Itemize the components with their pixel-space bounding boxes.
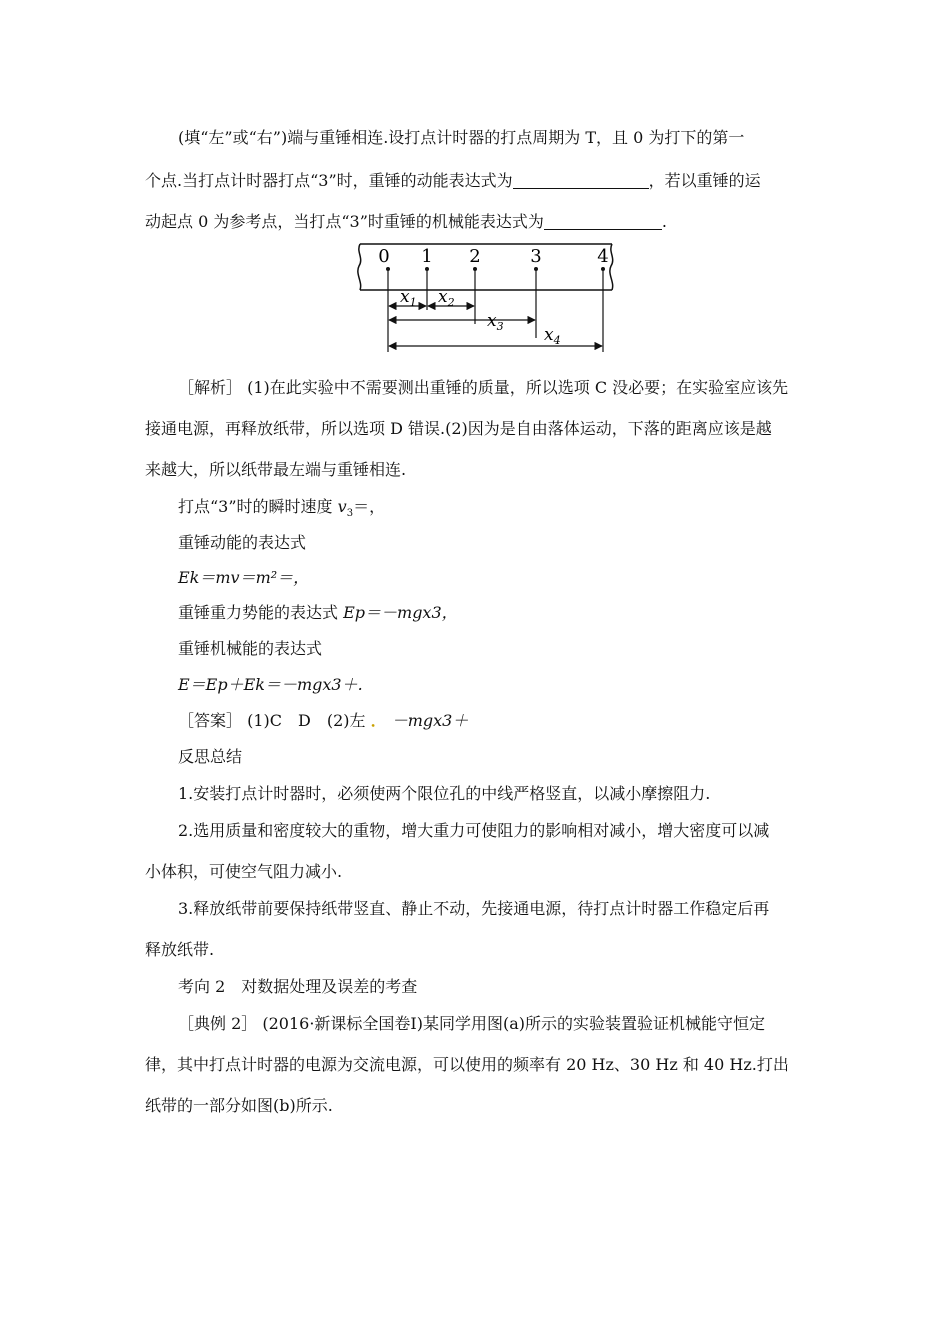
answer-blank-kinetic bbox=[513, 172, 649, 189]
reflection-item-3-line-2: 释放纸带. bbox=[145, 940, 215, 959]
analysis-line-2: 接通电源，再释放纸带，所以选项 D 错误.(2)因为是自由落体运动，下落的距离应该是越 bbox=[145, 419, 772, 438]
segment-label-x1: $x_1$ bbox=[400, 287, 417, 309]
tape-dot-4 bbox=[601, 267, 605, 271]
segment-label-x2: $x_2$ bbox=[438, 287, 455, 309]
formula-ek: Ek＝mv＝m²＝， bbox=[178, 568, 310, 587]
formula-v3-tail: ＝， bbox=[353, 497, 386, 516]
analysis-line-1: ［解析］ (1)在此实验中不需要测出重锤的质量，所以选项 C 没必要；在实验室应该先 bbox=[178, 378, 789, 397]
formula-v3-symbol: v bbox=[337, 497, 347, 516]
formula-ep bbox=[178, 602, 848, 624]
example-2-line-1: ［典例 2］ (2016·新课标全国卷Ⅰ)某同学用图(a)所示的实验装置验证机械能守恒定 bbox=[178, 1014, 765, 1033]
intro-line-1: (填“左”或“右”)端与重锤相连.设打点计时器的打点周期为 T，且 0 为打下的第一 bbox=[178, 128, 745, 147]
reflection-item-2-line-2: 小体积，可使空气阻力减小. bbox=[145, 862, 343, 881]
answer-text: ［答案］ (1)C D (2)左 bbox=[178, 711, 366, 730]
segment-label-x3: $x_3$ bbox=[487, 311, 504, 333]
paper-tape-figure bbox=[350, 240, 620, 356]
formula-e: E＝Ep＋Ek＝－mgx3＋. bbox=[178, 675, 363, 694]
intro-line-3-text-a: 动起点 0 为参考点，当打点“3”时重锤的机械能表达式为 bbox=[145, 212, 544, 231]
intro-line-2-text-a: 个点.当打点计时器打点“3”时，重锤的动能表达式为 bbox=[145, 171, 513, 190]
example-2-line-3: 纸带的一部分如图(b)所示. bbox=[145, 1096, 333, 1115]
tape-point-label-0: 0 bbox=[378, 246, 390, 267]
tape-dot-1 bbox=[425, 267, 429, 271]
intro-line-3-text-b: . bbox=[661, 212, 667, 231]
tape-point-label-3: 3 bbox=[530, 246, 542, 267]
formula-e-title: 重锤机械能的表达式 bbox=[178, 639, 323, 658]
reflection-item-3-line-1: 3.释放纸带前要保持纸带竖直、静止不动，先接通电源，待打点计时器工作稳定后再 bbox=[178, 899, 770, 918]
tape-point-label-2: 2 bbox=[469, 246, 481, 267]
formula-ep-text: 重锤重力势能的表达式 bbox=[178, 603, 344, 622]
intro-line-2 bbox=[145, 170, 815, 192]
formula-v3 bbox=[178, 496, 848, 525]
tape-left-torn-edge bbox=[358, 244, 361, 290]
answer-mark: ． bbox=[370, 711, 387, 730]
reflection-title: 反思总结 bbox=[178, 747, 243, 766]
segment-label-x4: $x_4$ bbox=[544, 325, 561, 347]
reflection-item-2-line-1: 2.选用质量和密度较大的重物，增大重力可使阻力的影响相对减小，增大密度可以减 bbox=[178, 821, 770, 840]
tape-dot-2 bbox=[473, 267, 477, 271]
answer-expr: －mgx3＋ bbox=[391, 711, 469, 730]
intro-line-3 bbox=[145, 211, 815, 233]
tape-point-label-4: 4 bbox=[597, 246, 609, 267]
tape-dot-0 bbox=[386, 267, 390, 271]
formula-ep-expr: Ep＝－mgx3， bbox=[343, 603, 458, 622]
intro-line-2-text-b: ，若以重锤的运 bbox=[648, 171, 761, 190]
reflection-item-1: 1.安装打点计时器时，必须使两个限位孔的中线严格竖直，以减小摩擦阻力. bbox=[178, 784, 711, 803]
answer-line bbox=[178, 710, 848, 732]
tape-dot-3 bbox=[534, 267, 538, 271]
answer-blank-mechanical bbox=[544, 213, 662, 230]
direction-2-title: 考向 2 对数据处理及误差的考查 bbox=[178, 977, 418, 996]
tape-right-torn-edge bbox=[610, 244, 613, 290]
example-2-line-2: 律，其中打点计时器的电源为交流电源，可以使用的频率有 20 Hz、30 Hz 和 40 Hz.打出 bbox=[145, 1055, 789, 1074]
analysis-line-3: 来越大，所以纸带最左端与重锤相连. bbox=[145, 460, 407, 479]
formula-v3-text: 打点“3”时的瞬时速度 bbox=[178, 497, 338, 516]
formula-v3-subscript: 3 bbox=[346, 508, 354, 520]
formula-ek-title: 重锤动能的表达式 bbox=[178, 533, 307, 552]
tape-point-label-1: 1 bbox=[421, 246, 433, 267]
